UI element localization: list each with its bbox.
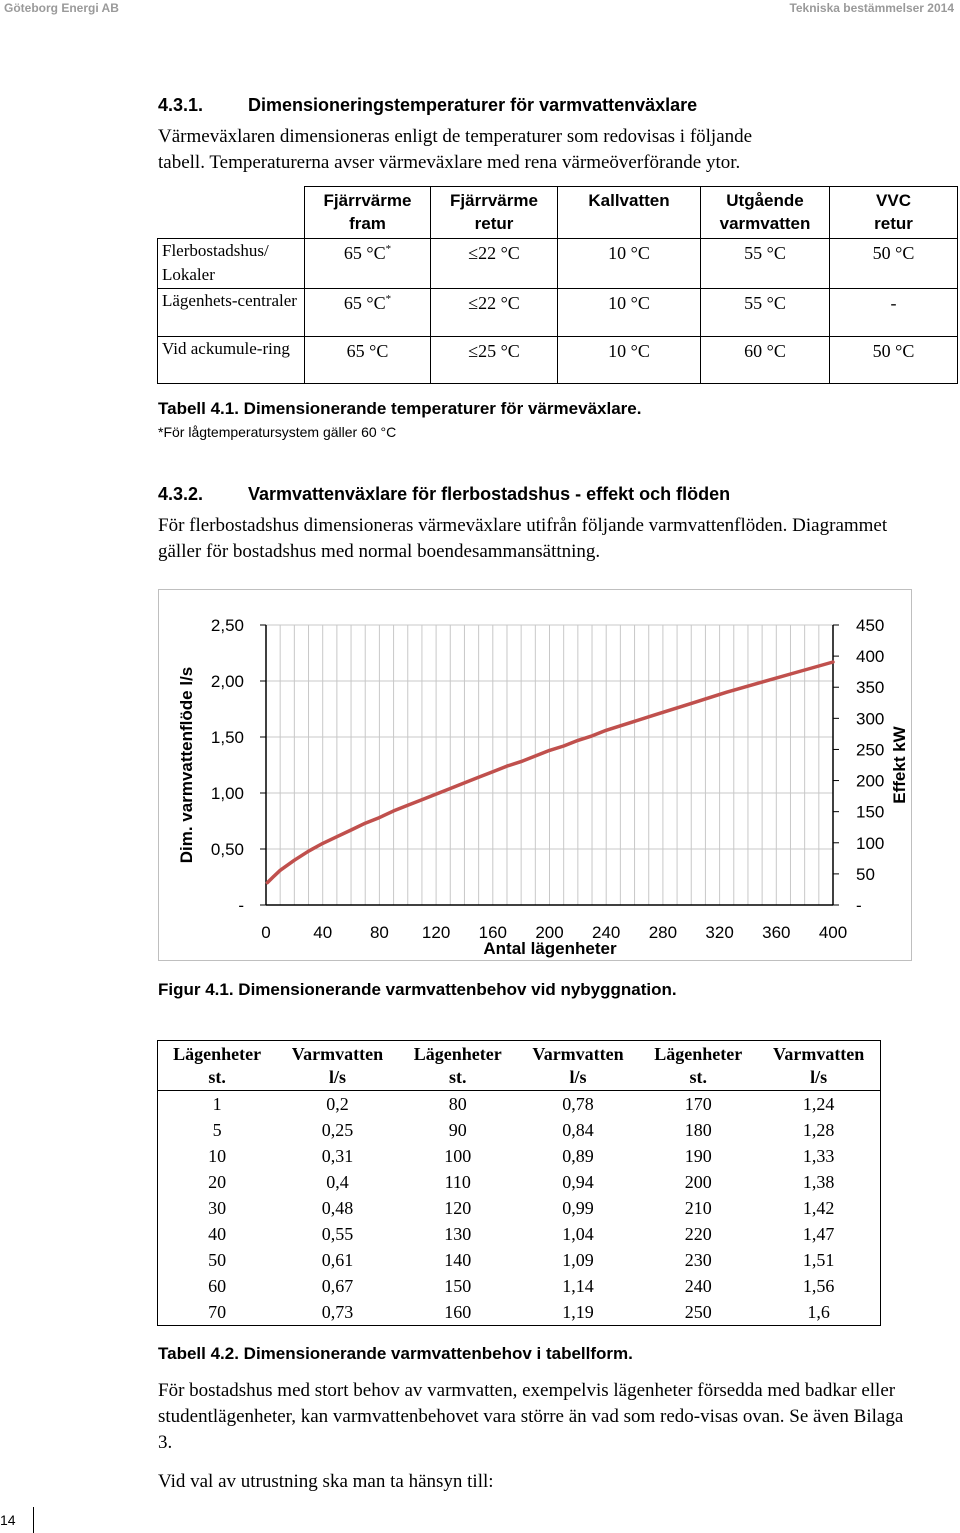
table-cell: 0,25	[321, 1120, 354, 1140]
table-cell: 1,51	[802, 1250, 835, 1270]
table-1-note: *För lågtemperatursystem gäller 60 °C	[158, 424, 397, 440]
table-cell: 1,38	[802, 1172, 835, 1192]
section-title: Dimensioneringstemperaturer för varmvattenväxlare	[248, 95, 698, 115]
x-tick-label: 280	[648, 923, 678, 942]
col-header: Lägenheter st.	[399, 1041, 517, 1091]
y2-tick-label: 150	[856, 802, 885, 822]
table-row	[158, 1143, 881, 1169]
header-doc-title: Tekniska bestämmelser 2014	[789, 1, 954, 15]
y2-axis-title: Effekt kW	[890, 726, 909, 804]
y-tick-label: 2,50	[210, 616, 244, 635]
table-cell: 1,19	[562, 1302, 594, 1322]
table-row	[158, 1247, 881, 1273]
x-tick-label: 160	[478, 923, 507, 942]
table-cell: 0,78	[562, 1094, 594, 1114]
y-axis-title: Dim. varmvattenflöde l/s	[177, 666, 196, 864]
y2-tick-label: -	[856, 896, 862, 915]
table-cell: 120	[444, 1198, 472, 1218]
table-cell: 110	[444, 1172, 471, 1192]
table-row	[158, 1221, 881, 1247]
section-4-3-2-paragraph: För flerbostadshus dimensioneras värmeväxlare utifrån följande varmvattenflöden. Diagrammet gäller för bostadshus med normal boendesammansättning.	[158, 515, 888, 562]
table-cell: 1,42	[802, 1198, 835, 1218]
table-cell: 60	[208, 1276, 227, 1296]
section-number: 4.3.2.	[158, 484, 204, 504]
table-cell: 50	[208, 1250, 227, 1270]
table-cell: 1,14	[562, 1276, 594, 1296]
table-row	[158, 1169, 881, 1195]
col-header: Utgående varmvatten	[701, 187, 830, 239]
col-header: VVC retur	[830, 187, 958, 239]
table-cell: 200	[684, 1172, 712, 1192]
table-cell: 190	[684, 1146, 712, 1166]
paragraph-large-demand: För bostadshus med stort behov av varmvatten, exempelvis lägenheter försedda med badkar eller studentlägenheter, kan varmvattenbehovet vara större än vad som redo-visas ovan. Se även Bilaga 3.	[158, 1380, 904, 1453]
table-cell: 0,94	[562, 1172, 594, 1192]
table-cell: 0,48	[321, 1198, 354, 1218]
row-label: Vid ackumule-ring	[158, 337, 305, 384]
table-cell: 0,4	[326, 1172, 349, 1192]
col-header: Fjärrvärme retur	[431, 187, 558, 239]
col-header: Varmvatten l/s	[276, 1041, 399, 1091]
table-cell: 20	[208, 1172, 227, 1192]
table-cell: 160	[444, 1302, 472, 1322]
table-cell: 10	[208, 1146, 227, 1166]
table-cell: 55 °C	[701, 289, 830, 337]
table-row	[158, 1195, 881, 1221]
table-cell: 5	[212, 1120, 222, 1140]
table-cell: 220	[684, 1224, 712, 1244]
y-tick-label: 1,50	[210, 728, 244, 747]
row-label: Flerbostadshus/ Lokaler	[158, 239, 305, 289]
col-header: Lägenheter st.	[158, 1041, 277, 1091]
table-cell: 1,24	[802, 1094, 835, 1114]
table-cell: 0,73	[321, 1302, 354, 1322]
table-1-caption: Tabell 4.1. Dimensionerande temperaturer för värmeväxlare.	[158, 399, 642, 418]
figure-caption: Figur 4.1. Dimensionerande varmvattenbehov vid nybyggnation.	[158, 980, 677, 999]
table-cell: 1	[212, 1094, 222, 1114]
section-title: Varmvattenväxlare för flerbostadshus - effekt och flöden	[248, 484, 731, 504]
table-cell: 0,99	[562, 1198, 594, 1218]
section-number: 4.3.1.	[158, 95, 204, 115]
y2-tick-label: 350	[856, 678, 885, 698]
y2-tick-label: 250	[856, 740, 885, 760]
table-cell: 70	[208, 1302, 227, 1322]
flow-table	[157, 1040, 881, 1326]
table-cell: ≤22 °C	[431, 289, 558, 337]
row-label: Lägenhets-centraler	[158, 289, 305, 337]
col-header: Kallvatten	[558, 187, 701, 239]
x-tick-label: 120	[421, 923, 451, 942]
table-cell: 130	[444, 1224, 472, 1244]
section-4-3-1-paragraph: Värmeväxlaren dimensioneras enligt de temperaturer som redovisas i följande tabell. Temperaturerna avser värmeväxlare med rena värmeöverförande ytor.	[158, 126, 753, 173]
table-cell: 65 °C*	[305, 289, 431, 337]
x-tick-label: 400	[818, 923, 848, 942]
table-cell: 65 °C*	[305, 239, 431, 289]
page-number: 14	[0, 1512, 16, 1528]
table-cell: 80	[448, 1094, 467, 1114]
y2-tick-label: 450	[856, 616, 885, 635]
table-cell: 1,09	[562, 1250, 594, 1270]
x-tick-label: 0	[261, 923, 271, 942]
paragraph-equipment: Vid val av utrustning ska man ta hänsyn till:	[158, 1471, 494, 1492]
table-row	[158, 1091, 881, 1118]
table-cell: 1,28	[802, 1120, 835, 1140]
table-cell: 0,55	[321, 1224, 354, 1244]
table-cell: 55 °C	[701, 239, 830, 289]
table-cell: 50 °C	[830, 337, 958, 384]
table-cell: 50 °C	[830, 239, 958, 289]
x-axis-title: Antal lägenheter	[483, 939, 617, 958]
table-cell: 1,56	[802, 1276, 835, 1296]
x-tick-label: 240	[592, 923, 621, 942]
x-tick-label: 40	[313, 923, 333, 942]
table-cell: 0,31	[321, 1146, 354, 1166]
y-tick-label: 2,00	[210, 672, 244, 691]
table-cell: 1,6	[807, 1302, 830, 1322]
table-2-caption: Tabell 4.2. Dimensionerande varmvattenbehov i tabellform.	[158, 1344, 633, 1363]
table-cell: 10 °C	[558, 289, 701, 337]
table-cell: 150	[444, 1276, 472, 1296]
table-cell: 100	[444, 1146, 472, 1166]
table-cell: 60 °C	[701, 337, 830, 384]
table-cell: 0,67	[321, 1276, 354, 1296]
x-tick-label: 320	[705, 923, 734, 942]
table-cell: ≤25 °C	[431, 337, 558, 384]
x-tick-label: 360	[762, 923, 791, 942]
table-cell: 40	[208, 1224, 227, 1244]
table-cell: 210	[684, 1198, 712, 1218]
y-tick-label: -	[238, 896, 244, 915]
y2-tick-label: 300	[856, 709, 885, 729]
table-cell: 30	[208, 1198, 227, 1218]
col-header: Fjärrvärme fram	[305, 187, 431, 239]
page-number-divider	[33, 1507, 34, 1533]
col-header: Varmvatten l/s	[757, 1041, 880, 1091]
table-cell: 10 °C	[558, 337, 701, 384]
table-cell: 230	[684, 1250, 712, 1270]
y2-tick-label: 50	[856, 864, 875, 884]
y2-tick-label: 100	[856, 833, 885, 853]
y-tick-label: 1,00	[210, 784, 244, 803]
table-cell: 0,2	[326, 1094, 349, 1114]
table-cell: -	[830, 289, 958, 337]
col-header: Varmvatten l/s	[517, 1041, 640, 1091]
y-tick-label: 0,50	[210, 840, 244, 859]
table-cell: 250	[684, 1302, 712, 1322]
table-cell: 0,61	[321, 1250, 354, 1270]
table-cell: 0,84	[562, 1120, 594, 1140]
table-row	[158, 1117, 881, 1143]
table-cell: 1,33	[802, 1146, 835, 1166]
col-header: Lägenheter st.	[639, 1041, 757, 1091]
table-cell: 10 °C	[558, 239, 701, 289]
table-cell: 65 °C	[305, 337, 431, 384]
table-cell: 0,89	[562, 1146, 594, 1166]
x-tick-label: 80	[369, 923, 389, 942]
table-cell: 1,04	[562, 1224, 594, 1244]
y2-tick-label: 400	[856, 647, 885, 667]
table-row	[158, 1273, 881, 1299]
table-cell: 90	[448, 1120, 467, 1140]
y2-tick-label: 200	[856, 771, 885, 791]
table-row	[158, 1299, 881, 1326]
header-company: Göteborg Energi AB	[4, 1, 119, 15]
table-cell: 140	[444, 1250, 472, 1270]
table-cell: 240	[684, 1276, 712, 1296]
table-cell: 180	[684, 1120, 712, 1140]
table-cell: 170	[684, 1094, 712, 1114]
table-cell: ≤22 °C	[431, 239, 558, 289]
x-tick-label: 200	[535, 923, 564, 942]
table-cell: 1,47	[802, 1224, 835, 1244]
